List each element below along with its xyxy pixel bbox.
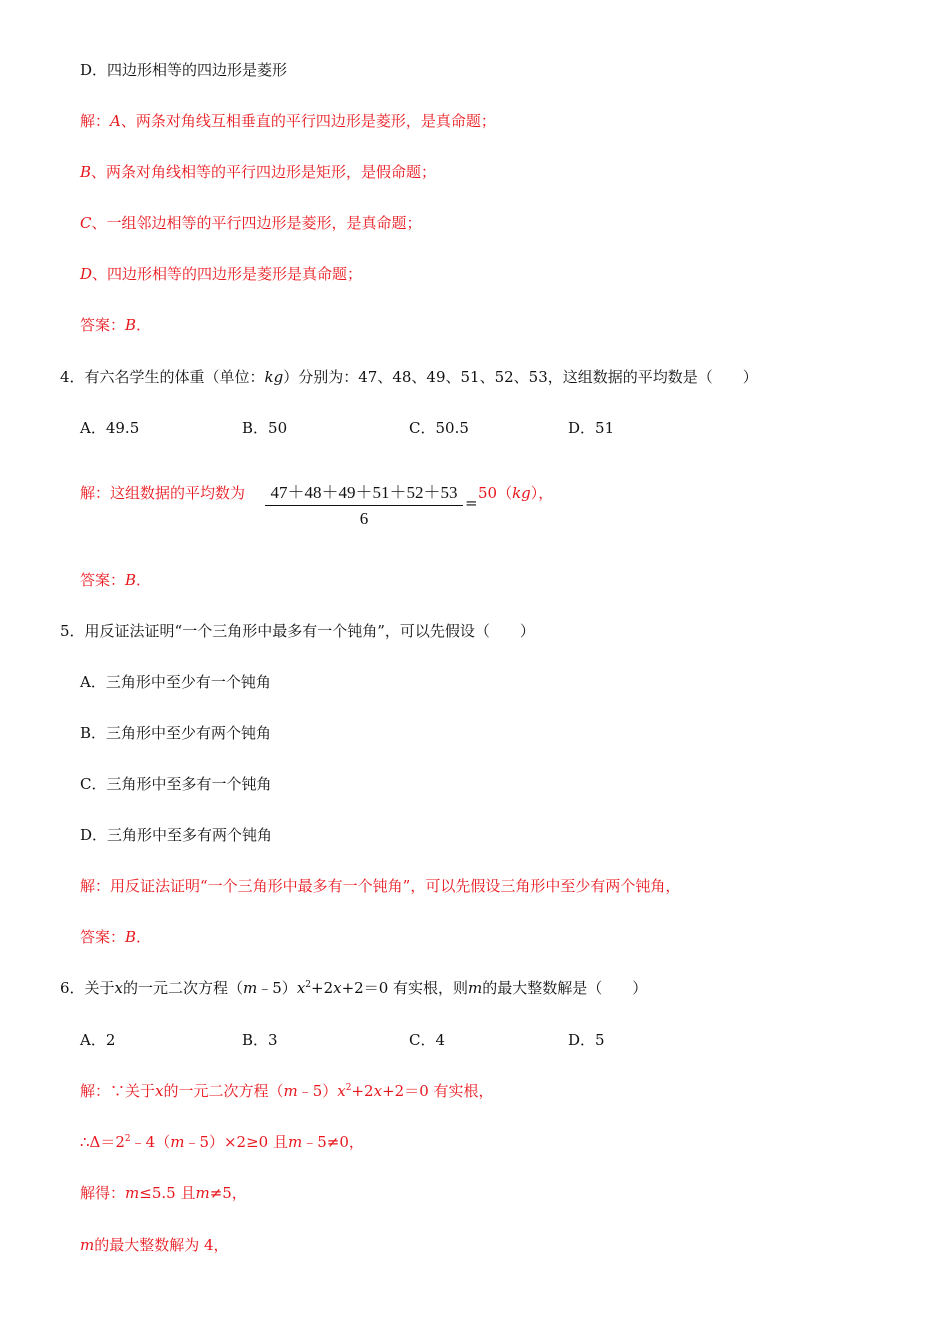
q5-option-a: A．三角形中至少有一个钝角: [80, 673, 271, 691]
q5-answer: 答案：B．: [80, 928, 152, 946]
q4-option-a: A．49.5: [80, 419, 140, 437]
q4-mean-fraction: [265, 482, 463, 530]
q6-option-c: C．4: [409, 1031, 446, 1049]
q4-stem: 4．有六名学生的体重（单位：kg）分别为：47、48、49、51、52、53，这组数据的平均数是（ ）: [60, 368, 758, 386]
q5-option-c: C．三角形中至多有一个钝角: [80, 775, 272, 793]
q4-answer: 答案：B．: [80, 571, 152, 589]
q6-stem: 6．关于x的一元二次方程$(m﹣5)x^2+2x+2=0$ 有实根，则m的最大整数解是（ ）: [60, 979, 648, 997]
q4-option-b: B．50: [242, 419, 288, 437]
q5-solution: 解：用反证法证明“一个三角形中最多有一个钝角”，可以先假设三角形中至少有两个钝角，: [80, 877, 681, 895]
fraction-numerator: 47＋48＋49＋51＋52＋53: [265, 482, 463, 506]
q5-stem: 5．用反证法证明“一个三角形中最多有一个钝角”，可以先假设（ ）: [60, 622, 535, 640]
q6-solution-line2: $\therefore\Delta=2^2﹣4(m﹣5)\times 2\ge 0$ 且m﹣5≠0，: [80, 1133, 364, 1151]
q3-solution-a: 解：A、两条对角线互相垂直的平行四边形是菱形，是真命题；: [80, 112, 496, 130]
fraction-denominator: 6: [359, 509, 369, 528]
q3-option-d: D．四边形相等的四边形是菱形: [80, 61, 288, 79]
q4-option-d: D．51: [568, 419, 615, 437]
q4-equals: =: [465, 494, 478, 512]
q4-solution-prefix: 解：这组数据的平均数为: [80, 484, 246, 502]
q3-solution-b: B、两条对角线相等的平行四边形是矩形，是假命题；: [80, 163, 437, 181]
q6-solution-line3: 解得：m≤5.5 且m≠5，: [80, 1184, 247, 1202]
q4-solution-result: 50（kg），: [478, 484, 554, 502]
q3-solution-d: D、四边形相等的四边形是菱形是真命题；: [80, 265, 363, 283]
q5-option-b: B．三角形中至少有两个钝角: [80, 724, 272, 742]
q3-solution-c: C、一组邻边相等的平行四边形是菱形，是真命题；: [80, 214, 422, 232]
q6-solution-line4: m的最大整数解为 4，: [80, 1236, 229, 1254]
q4-option-c: C．50.5: [409, 419, 469, 437]
q6-option-b: B．3: [242, 1031, 278, 1049]
q3-answer: 答案：B．: [80, 316, 152, 334]
q5-option-d: D．三角形中至多有两个钝角: [80, 826, 273, 844]
q6-solution-line1: 解：∵关于x的一元二次方程$(m﹣5)x^2+2x+2=0$ 有实根，: [80, 1082, 494, 1100]
q6-option-a: A．2: [80, 1031, 116, 1049]
q6-option-d: D．5: [568, 1031, 605, 1049]
